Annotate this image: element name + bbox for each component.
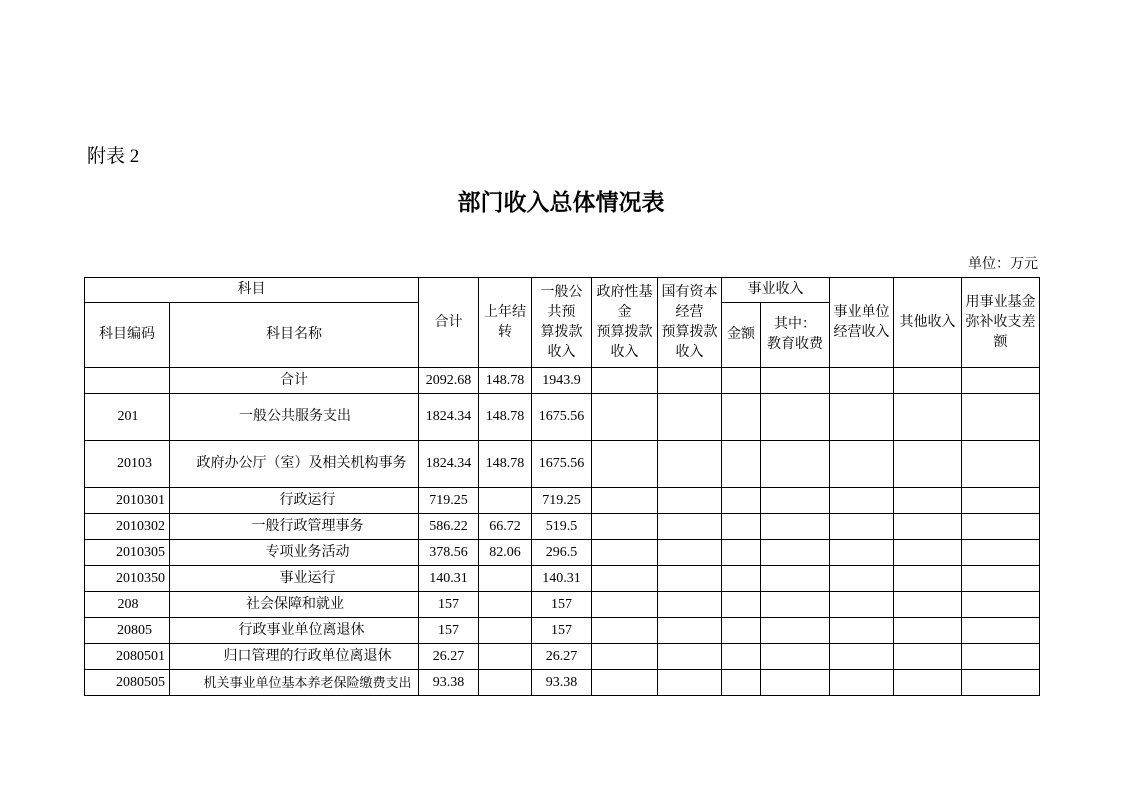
cell-fund-supplement xyxy=(962,540,1040,566)
cell-gov-fund xyxy=(592,368,658,394)
table-row xyxy=(85,368,1040,394)
unit-label: 单位：万元 xyxy=(968,257,1038,272)
cell-fund-supplement xyxy=(962,488,1040,514)
cell-name: 一般公共服务支出 xyxy=(170,394,419,441)
cell-general-budget: 93.38 xyxy=(532,670,592,696)
cell-business-amount xyxy=(722,540,761,566)
cell-gov-fund xyxy=(592,670,658,696)
cell-total: 157 xyxy=(419,592,479,618)
cell-name: 社会保障和就业 xyxy=(170,592,419,618)
cell-business-amount xyxy=(722,368,761,394)
cell-state-capital xyxy=(658,394,722,441)
cell-carryover xyxy=(479,644,532,670)
cell-gov-fund xyxy=(592,618,658,644)
cell-name: 专项业务活动 xyxy=(170,540,419,566)
cell-general-budget: 519.5 xyxy=(532,514,592,540)
header-carryover: 上年结 转 xyxy=(479,278,532,368)
cell-business-amount xyxy=(722,488,761,514)
cell-business-education xyxy=(761,644,830,670)
cell-gov-fund xyxy=(592,488,658,514)
header-subject-group: 科目 xyxy=(85,278,419,303)
cell-state-capital xyxy=(658,514,722,540)
cell-business-amount xyxy=(722,644,761,670)
cell-general-budget: 140.31 xyxy=(532,566,592,592)
cell-other-income xyxy=(894,441,962,488)
header-business-operation: 事业单位 经营收入 xyxy=(830,278,894,368)
table-row xyxy=(85,618,1040,644)
cell-other-income xyxy=(894,670,962,696)
cell-other-income xyxy=(894,368,962,394)
cell-other-income xyxy=(894,644,962,670)
cell-name: 机关事业单位基本养老保险缴费支出 xyxy=(170,670,419,696)
cell-code: 20805 xyxy=(85,618,170,644)
table-row xyxy=(85,592,1040,618)
cell-business-amount xyxy=(722,514,761,540)
cell-business-operation xyxy=(830,592,894,618)
cell-business-operation xyxy=(830,618,894,644)
cell-business-amount xyxy=(722,670,761,696)
header-other-income: 其他收入 xyxy=(894,278,962,368)
cell-other-income xyxy=(894,592,962,618)
cell-name: 事业运行 xyxy=(170,566,419,592)
cell-general-budget: 157 xyxy=(532,592,592,618)
cell-total: 378.56 xyxy=(419,540,479,566)
cell-name: 合计 xyxy=(170,368,419,394)
cell-other-income xyxy=(894,540,962,566)
cell-general-budget: 1675.56 xyxy=(532,441,592,488)
cell-code: 2080505 xyxy=(85,670,170,696)
cell-code: 2010305 xyxy=(85,540,170,566)
cell-business-operation xyxy=(830,394,894,441)
cell-state-capital xyxy=(658,592,722,618)
cell-carryover xyxy=(479,670,532,696)
cell-other-income xyxy=(894,514,962,540)
cell-business-amount xyxy=(722,566,761,592)
revenue-table xyxy=(84,277,1040,696)
cell-general-budget: 1943.9 xyxy=(532,368,592,394)
cell-business-education xyxy=(761,441,830,488)
cell-code: 2010350 xyxy=(85,566,170,592)
cell-name: 归口管理的行政单位离退休 xyxy=(170,644,419,670)
cell-carryover xyxy=(479,618,532,644)
header-fund-supplement: 用事业基金 弥补收支差 额 xyxy=(962,278,1040,368)
cell-business-operation xyxy=(830,368,894,394)
cell-state-capital xyxy=(658,618,722,644)
cell-business-operation xyxy=(830,488,894,514)
cell-carryover xyxy=(479,566,532,592)
header-gov-fund: 政府性基 金 预算拨款 收入 xyxy=(592,278,658,368)
cell-state-capital xyxy=(658,540,722,566)
table-row xyxy=(85,394,1040,441)
cell-total: 26.27 xyxy=(419,644,479,670)
cell-business-operation xyxy=(830,566,894,592)
cell-state-capital xyxy=(658,488,722,514)
cell-gov-fund xyxy=(592,394,658,441)
cell-code: 2080501 xyxy=(85,644,170,670)
table-row xyxy=(85,488,1040,514)
cell-business-operation xyxy=(830,670,894,696)
cell-gov-fund xyxy=(592,592,658,618)
cell-code xyxy=(85,368,170,394)
cell-name: 行政运行 xyxy=(170,488,419,514)
annex-label: 附表 2 xyxy=(87,146,140,167)
cell-business-operation xyxy=(830,540,894,566)
cell-business-amount xyxy=(722,394,761,441)
cell-carryover xyxy=(479,592,532,618)
cell-business-operation xyxy=(830,644,894,670)
cell-fund-supplement xyxy=(962,368,1040,394)
cell-business-amount xyxy=(722,618,761,644)
table-row xyxy=(85,566,1040,592)
table-row xyxy=(85,441,1040,488)
cell-name: 行政事业单位离退休 xyxy=(170,618,419,644)
cell-state-capital xyxy=(658,670,722,696)
cell-fund-supplement xyxy=(962,394,1040,441)
cell-code: 20103 xyxy=(85,441,170,488)
cell-code: 2010302 xyxy=(85,514,170,540)
cell-fund-supplement xyxy=(962,566,1040,592)
cell-carryover: 148.78 xyxy=(479,441,532,488)
cell-business-education xyxy=(761,618,830,644)
cell-business-operation xyxy=(830,441,894,488)
cell-carryover: 148.78 xyxy=(479,368,532,394)
cell-business-education xyxy=(761,670,830,696)
cell-gov-fund xyxy=(592,514,658,540)
cell-gov-fund xyxy=(592,441,658,488)
cell-business-education xyxy=(761,592,830,618)
cell-gov-fund xyxy=(592,540,658,566)
cell-other-income xyxy=(894,566,962,592)
cell-business-education xyxy=(761,514,830,540)
cell-code: 201 xyxy=(85,394,170,441)
cell-total: 157 xyxy=(419,618,479,644)
cell-general-budget: 157 xyxy=(532,618,592,644)
cell-fund-supplement xyxy=(962,670,1040,696)
page-title: 部门收入总体情况表 xyxy=(457,190,665,215)
header-subject-name: 科目名称 xyxy=(170,303,419,368)
cell-general-budget: 26.27 xyxy=(532,644,592,670)
header-general-budget: 一般公 共预 算拨款 收入 xyxy=(532,278,592,368)
table-row xyxy=(85,540,1040,566)
cell-total: 93.38 xyxy=(419,670,479,696)
cell-code: 2010301 xyxy=(85,488,170,514)
cell-fund-supplement xyxy=(962,514,1040,540)
cell-name: 一般行政管理事务 xyxy=(170,514,419,540)
cell-gov-fund xyxy=(592,644,658,670)
cell-gov-fund xyxy=(592,566,658,592)
header-business-income: 事业收入 xyxy=(722,278,830,303)
cell-business-amount xyxy=(722,592,761,618)
table-row xyxy=(85,514,1040,540)
cell-fund-supplement xyxy=(962,441,1040,488)
cell-business-operation xyxy=(830,514,894,540)
cell-total: 1824.34 xyxy=(419,394,479,441)
cell-other-income xyxy=(894,488,962,514)
header-total: 合计 xyxy=(419,278,479,368)
cell-general-budget: 296.5 xyxy=(532,540,592,566)
cell-code: 208 xyxy=(85,592,170,618)
cell-carryover: 82.06 xyxy=(479,540,532,566)
cell-state-capital xyxy=(658,644,722,670)
cell-business-education xyxy=(761,394,830,441)
cell-other-income xyxy=(894,618,962,644)
cell-total: 719.25 xyxy=(419,488,479,514)
cell-state-capital xyxy=(658,368,722,394)
cell-carryover xyxy=(479,488,532,514)
cell-business-amount xyxy=(722,441,761,488)
header-row xyxy=(85,278,1040,303)
header-business-education: 其中： 教育收费 xyxy=(761,303,830,368)
header-business-amount: 金额 xyxy=(722,303,761,368)
cell-carryover: 66.72 xyxy=(479,514,532,540)
cell-fund-supplement xyxy=(962,592,1040,618)
cell-fund-supplement xyxy=(962,618,1040,644)
header-subject-code: 科目编码 xyxy=(85,303,170,368)
cell-fund-supplement xyxy=(962,644,1040,670)
cell-general-budget: 719.25 xyxy=(532,488,592,514)
cell-total: 140.31 xyxy=(419,566,479,592)
cell-business-education xyxy=(761,540,830,566)
table-row xyxy=(85,670,1040,696)
cell-business-education xyxy=(761,368,830,394)
cell-state-capital xyxy=(658,566,722,592)
table-row xyxy=(85,644,1040,670)
cell-carryover: 148.78 xyxy=(479,394,532,441)
cell-total: 1824.34 xyxy=(419,441,479,488)
cell-general-budget: 1675.56 xyxy=(532,394,592,441)
cell-business-education xyxy=(761,488,830,514)
cell-total: 2092.68 xyxy=(419,368,479,394)
header-state-capital: 国有资本 经营 预算拨款 收入 xyxy=(658,278,722,368)
cell-business-education xyxy=(761,566,830,592)
cell-state-capital xyxy=(658,441,722,488)
cell-name: 政府办公厅（室）及相关机构事务 xyxy=(170,441,419,488)
cell-total: 586.22 xyxy=(419,514,479,540)
cell-other-income xyxy=(894,394,962,441)
